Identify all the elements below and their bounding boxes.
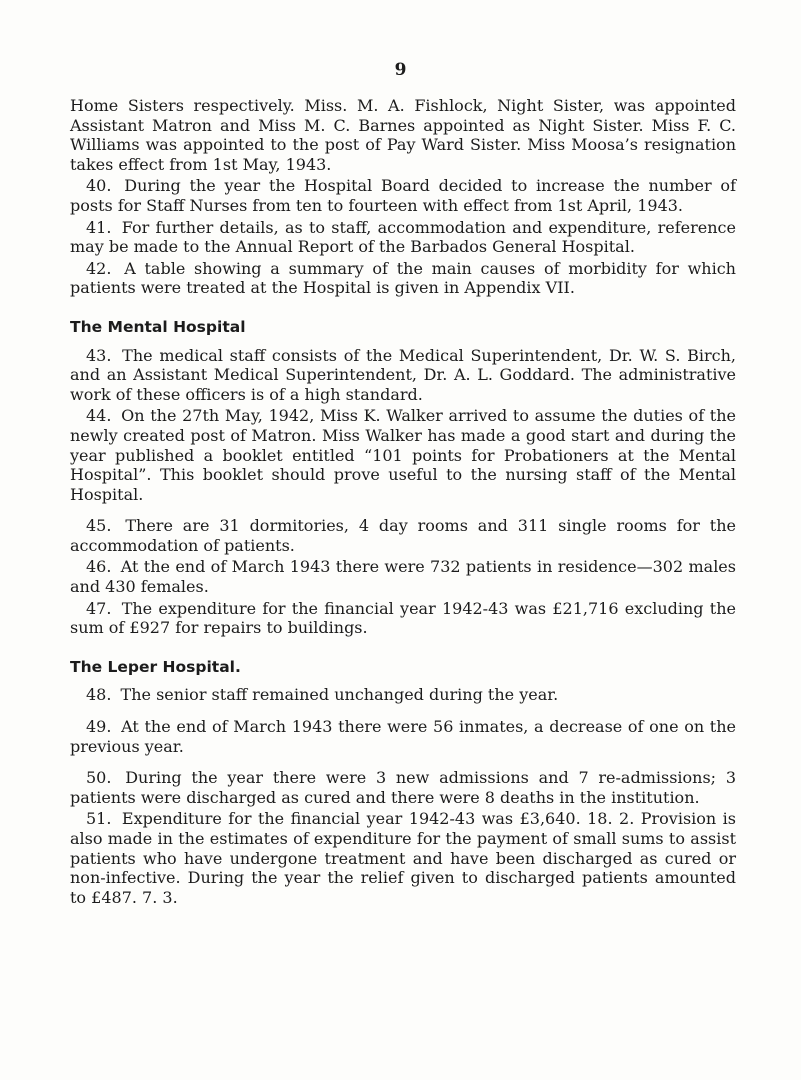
section-heading-mental-hospital: The Mental Hospital [70,317,246,336]
paragraph-41 [70,218,736,257]
paragraph-number: 44. [86,406,112,426]
paragraph-text: At the end of March 1943 there were 732 patients in residence—302 males and 430 females. [70,557,736,597]
paragraph-number: 47. [86,598,112,618]
paragraph-text: A table showing a summary of the main causes of morbidity for which patients were treated at the Hospital is given in Appendix VII. [70,258,736,298]
paragraph-text: During the year there were 3 new admissions and 7 re-admissions; 3 patients were discharged as cured and there were 8 deaths in the institution. [70,768,736,807]
paragraph-number: 43. [86,345,112,365]
paragraph-40 [70,176,736,215]
section-heading-leper-hospital: The Leper Hospital. [70,657,241,676]
paragraph-text: During the year the Hospital Board decided to increase the number of posts for Staff Nurses from ten to fourteen with effect from 1st April, 1943. [70,176,736,215]
paragraph-number: 41. [86,217,112,237]
paragraph-text: The medical staff consists of the Medical Superintendent, Dr. W. S. Birch, and an Assistant Medical Superintendent, Dr. A. L. Goddard. The administrative work of these officers is of a high standard. [70,345,736,404]
paragraph-46 [70,557,736,596]
paragraph-text: At the end of March 1943 there were 56 inmates, a decrease of one on the previous year. [70,717,736,756]
paragraph-number: 40. [86,176,112,196]
paragraph-44 [70,406,736,504]
paragraph-51 [70,809,736,907]
paragraph-text: Expenditure for the financial year 1942-43 was £3,640. 18. 2. Provision is also made in the estimates of expenditure for the payment of small sums to assist patients who have undergone treatment and have been discharged as cured or non-infective. During the year the relief given to discharged patients amounted to £487. 7. 3. [70,809,736,907]
paragraph-number: 42. [86,258,112,278]
paragraph-number: 49. [86,717,112,737]
paragraph-number: 50. [86,768,112,788]
paragraph-47 [70,599,736,638]
paragraph-49 [70,717,736,756]
paragraph-text: The expenditure for the financial year 1942-43 was £21,716 excluding the sum of £927 for repairs to buildings. [70,598,736,638]
page-number: 9 [394,60,407,80]
paragraph-text: For further details, as to staff, accommodation and expenditure, reference may be made to the Annual Report of the Barbados General Hospital. [70,217,736,257]
continuation-paragraph: Home Sisters respectively. Miss. M. A. Fishlock, Night Sister, was appointed Assistant Matron and Miss M. C. Barnes appointed as Night Sister. Miss F. C. Williams was appointed to the post of Pay Ward Sister. Miss Moosa’s resignation takes effect from 1st May, 1943. [70,96,736,174]
paragraph-43 [70,346,736,405]
page-body [70,96,736,907]
paragraph-42 [70,259,736,298]
paragraph-text: On the 27th May, 1942, Miss K. Walker arrived to assume the duties of the newly created post of Matron. Miss Walker has made a good start and during the year published a booklet entitled “101 points for Probationers at the Mental Hospital”. This booklet should prove useful to the nursing staff of the Mental Hospital. [70,406,736,504]
paragraph-45 [70,516,736,555]
paragraph-text: The senior staff remained unchanged during the year. [120,685,559,705]
paragraph-number: 46. [86,557,112,577]
paragraph-50 [70,768,736,807]
paragraph-number: 51. [86,809,112,829]
paragraph-48 [70,685,736,705]
paragraph-text: There are 31 dormitories, 4 day rooms and 311 single rooms for the accommodation of patients. [70,516,736,555]
paragraph-number: 48. [86,685,112,705]
paragraph-number: 45. [86,516,112,536]
